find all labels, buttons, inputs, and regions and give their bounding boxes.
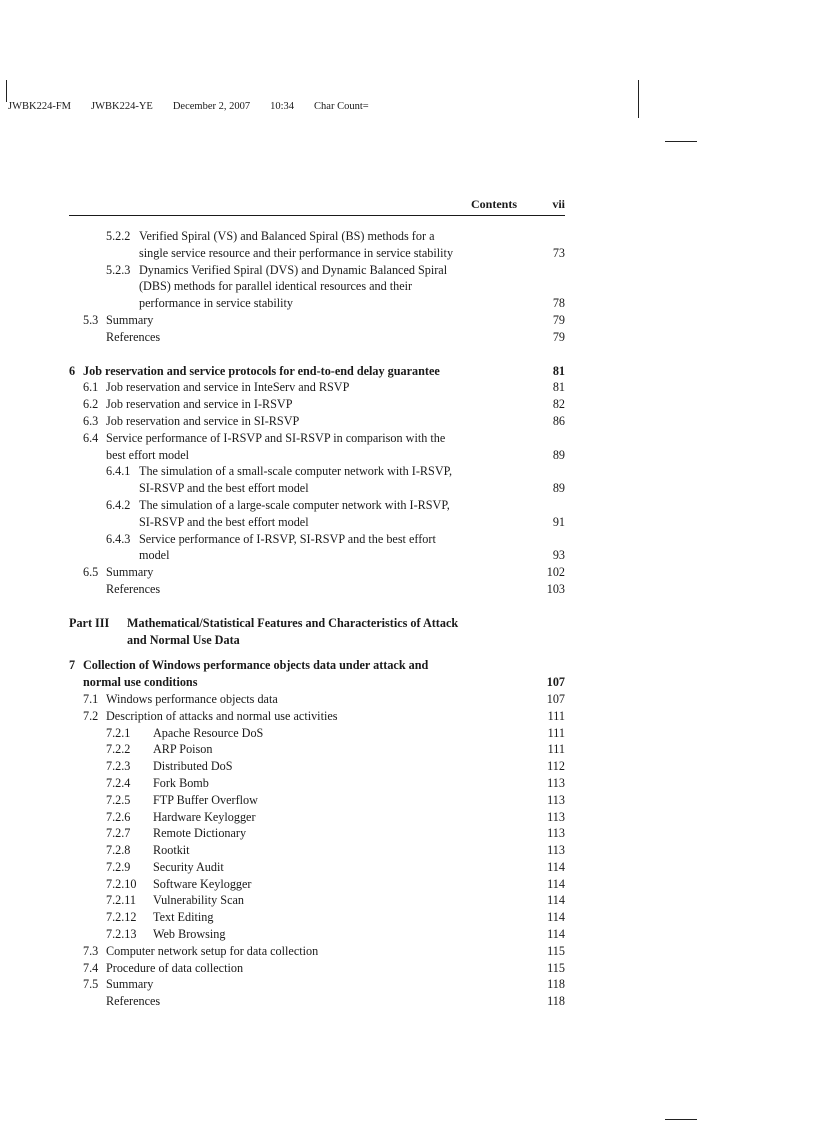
- toc-entry-6-5[interactable]: [69, 564, 565, 581]
- toc-chapter-7[interactable]: [69, 657, 565, 691]
- entry-page: 79: [552, 329, 565, 344]
- toc-entry-7-2-12[interactable]: [69, 909, 565, 926]
- entry-number: 6.1: [83, 380, 99, 395]
- entry-title-line: Security Audit: [153, 859, 224, 874]
- entry-page: 91: [552, 514, 565, 529]
- entry-number: 7.4: [83, 960, 99, 975]
- entry-title-line: Dynamics Verified Spiral (DVS) and Dynamic Balanced Spiral: [139, 262, 448, 277]
- entry-page: 102: [546, 565, 565, 580]
- spacer: [69, 598, 565, 615]
- entry-page: 89: [552, 481, 565, 496]
- toc-entry-7-2-10[interactable]: [69, 876, 565, 893]
- entry-number: 6.5: [83, 565, 99, 580]
- entry-title-line: Computer network setup for data collection: [106, 943, 319, 958]
- entry-page: 111: [547, 742, 565, 757]
- entry-page: 114: [547, 927, 565, 942]
- entry-page: 115: [547, 960, 565, 975]
- entry-number: 6.4.2: [106, 497, 131, 512]
- entry-page: 113: [547, 843, 565, 858]
- entry-title-line: The simulation of a small-scale computer network with I-RSVP,: [139, 464, 453, 479]
- entry-page: 111: [547, 708, 565, 723]
- entry-number: 7.5: [83, 977, 99, 992]
- entry-number: 7.2.6: [106, 809, 131, 824]
- entry-title-line: Summary: [106, 977, 154, 992]
- chapter-number: 7: [69, 658, 76, 673]
- entry-page: 115: [547, 943, 565, 958]
- toc-entry-5-2-2[interactable]: [69, 228, 565, 262]
- crop-mark-right: [638, 80, 639, 118]
- entry-title-line: Text Editing: [153, 910, 214, 925]
- entry-title-line: ARP Poison: [153, 742, 213, 757]
- toc-entry-6-4-1[interactable]: [69, 463, 565, 497]
- spacer: [69, 648, 565, 657]
- entry-number: 7.2.12: [106, 910, 137, 925]
- entry-title-line: Distributed DoS: [153, 759, 233, 774]
- entry-number: 7.2.7: [106, 826, 131, 841]
- running-head: [69, 197, 565, 211]
- entry-page: 82: [552, 397, 565, 412]
- toc-entry-6-4-2[interactable]: [69, 497, 565, 531]
- entry-page: 107: [546, 691, 565, 706]
- entry-title-line: Vulnerability Scan: [153, 893, 244, 908]
- entry-title-line: SI-RSVP and the best effort model: [139, 514, 309, 529]
- toc-entry-7-2-2[interactable]: [69, 741, 565, 758]
- entry-number: 5.2.3: [106, 262, 131, 277]
- slug-time: 10:34: [270, 101, 295, 112]
- toc-entry-5-references[interactable]: [69, 329, 565, 346]
- entry-title-line: Procedure of data collection: [106, 960, 244, 975]
- entry-page: 113: [547, 775, 565, 790]
- entry-number: 7.2.10: [106, 876, 137, 891]
- spacer: [69, 346, 565, 363]
- running-title: Contents: [470, 197, 517, 211]
- entry-number: 7.2.11: [106, 893, 137, 908]
- toc-entry-6-references[interactable]: [69, 581, 565, 598]
- toc-entry-7-2-5[interactable]: [69, 792, 565, 809]
- toc-entry-7-2-3[interactable]: [69, 758, 565, 775]
- toc-entry-5-2-3[interactable]: [69, 262, 565, 312]
- entry-title-line: References: [106, 329, 161, 344]
- page-number: vii: [552, 197, 565, 211]
- entry-page: 111: [547, 725, 565, 740]
- entry-title-line: Verified Spiral (VS) and Balanced Spiral (BS) methods for a: [139, 229, 435, 243]
- entry-page: 112: [547, 759, 565, 774]
- toc-entry-6-4[interactable]: [69, 430, 565, 464]
- toc-entry-6-1[interactable]: [69, 379, 565, 396]
- entry-number: 5.2.2: [106, 229, 131, 243]
- chapter-title-line: Collection of Windows performance objects data under attack and: [83, 658, 429, 673]
- entry-title-line: Service performance of I-RSVP, SI-RSVP and the best effort: [139, 531, 436, 546]
- entry-number: 7.2.13: [106, 927, 137, 942]
- entry-page: 113: [547, 792, 565, 807]
- entry-page: 114: [547, 910, 565, 925]
- entry-page: 113: [547, 826, 565, 841]
- entry-number: 7.2.3: [106, 759, 131, 774]
- entry-title-line: Apache Resource DoS: [153, 725, 264, 740]
- slug-date: December 2, 2007: [172, 101, 251, 112]
- entry-page: 118: [547, 994, 565, 1009]
- toc-entry-7-1[interactable]: [69, 691, 565, 708]
- entry-number: 6.4.3: [106, 531, 131, 546]
- toc-entry-7-2-11[interactable]: [69, 892, 565, 909]
- entry-page: 103: [546, 581, 565, 596]
- entry-title-line: best effort model: [106, 447, 190, 462]
- entry-title-line: Hardware Keylogger: [153, 809, 256, 824]
- entry-page: 79: [552, 312, 565, 327]
- entry-number: 7.1: [83, 691, 99, 706]
- entry-title-line: Remote Dictionary: [153, 826, 247, 841]
- toc-chapter-6[interactable]: [69, 363, 565, 380]
- entry-title-line: References: [106, 581, 161, 596]
- entry-title-line: (DBS) methods for parallel identical resources and their: [139, 279, 413, 294]
- entry-number: 7.2.4: [106, 775, 131, 790]
- toc-entry-7-references[interactable]: [69, 993, 565, 1010]
- entry-title-line: FTP Buffer Overflow: [153, 792, 258, 807]
- toc-entry-7-2-9[interactable]: [69, 859, 565, 876]
- toc-entry-7-3[interactable]: [69, 943, 565, 960]
- toc-entry-7-2-13[interactable]: [69, 926, 565, 943]
- toc-entry-7-4[interactable]: [69, 960, 565, 977]
- toc-entry-7-2[interactable]: [69, 708, 565, 725]
- entry-number: 6.2: [83, 397, 99, 412]
- toc-entry-7-2-4[interactable]: [69, 775, 565, 792]
- crop-mark-top-right: [665, 141, 697, 142]
- entry-title-line: model: [139, 548, 170, 563]
- entry-title-line: Software Keylogger: [153, 876, 252, 891]
- chapter-title-line: normal use conditions: [83, 675, 198, 690]
- chapter-page: 81: [552, 363, 565, 378]
- entry-page: 118: [547, 977, 565, 992]
- entry-title-line: Job reservation and service in I-RSVP: [106, 397, 293, 412]
- entry-page: 114: [547, 876, 565, 891]
- slug-job-ye: JWBK224-YE: [91, 101, 153, 112]
- entry-title-line: Rootkit: [153, 843, 190, 858]
- entry-page: 86: [552, 413, 565, 428]
- slug-char-count: Char Count=: [314, 101, 369, 112]
- entry-page: 113: [547, 809, 565, 824]
- toc-entry-7-2-8[interactable]: [69, 842, 565, 859]
- entry-title-line: References: [106, 994, 161, 1009]
- toc-entry-6-4-3[interactable]: [69, 531, 565, 565]
- entry-page: 81: [552, 380, 565, 395]
- entry-number: 7.2.1: [106, 725, 131, 740]
- entry-title-line: performance in service stability: [139, 296, 293, 311]
- part-title-line: Mathematical/Statistical Features and Characteristics of Attack: [127, 615, 459, 630]
- entry-number: 6.4.1: [106, 464, 131, 479]
- entry-number: 7.2: [83, 708, 99, 723]
- header-rule: [69, 215, 565, 216]
- entry-number: 7.2.2: [106, 742, 131, 757]
- chapter-page: 107: [546, 675, 565, 690]
- entry-page: 78: [552, 296, 565, 311]
- entry-title-line: single service resource and their performance in service stability: [139, 245, 454, 260]
- toc-entry-7-5[interactable]: [69, 976, 565, 993]
- entry-title-line: Service performance of I-RSVP and SI-RSVP in comparison with the: [106, 430, 446, 445]
- entry-title-line: Summary: [106, 565, 154, 580]
- toc-entry-7-2-7[interactable]: [69, 825, 565, 842]
- entry-page: 93: [552, 548, 565, 563]
- entry-title-line: Description of attacks and normal use activities: [106, 708, 338, 723]
- entry-title-line: Summary: [106, 312, 154, 327]
- entry-title-line: Job reservation and service in SI-RSVP: [106, 413, 300, 428]
- toc-entry-6-3[interactable]: [69, 413, 565, 430]
- part-title-line: and Normal Use Data: [127, 632, 240, 647]
- entry-title-line: Job reservation and service in InteServ and RSVP: [106, 380, 350, 395]
- entry-number: 6.4: [83, 430, 99, 445]
- entry-page: 89: [552, 447, 565, 462]
- toc-entry-5-3[interactable]: [69, 312, 565, 329]
- toc-part-3[interactable]: [69, 615, 565, 649]
- entry-page: 114: [547, 859, 565, 874]
- slug-job-fm: JWBK224-FM: [8, 101, 72, 112]
- entry-number: 5.3: [83, 312, 99, 327]
- entry-title-line: SI-RSVP and the best effort model: [139, 481, 309, 496]
- printer-slug: [8, 101, 389, 112]
- toc-entry-7-2-6[interactable]: [69, 809, 565, 826]
- entry-page: 114: [547, 893, 565, 908]
- entry-number: 7.2.5: [106, 792, 131, 807]
- entry-title-line: Windows performance objects data: [106, 691, 278, 706]
- entry-number: 6.3: [83, 413, 99, 428]
- entry-title-line: The simulation of a large-scale computer network with I-RSVP,: [139, 497, 450, 512]
- entry-title-line: Web Browsing: [153, 927, 226, 942]
- entry-title-line: Fork Bomb: [153, 775, 209, 790]
- entry-number: 7.2.8: [106, 843, 131, 858]
- toc-entry-7-2-1[interactable]: [69, 725, 565, 742]
- chapter-title-line: Job reservation and service protocols for end-to-end delay guarantee: [83, 363, 440, 378]
- part-number: Part III: [69, 615, 110, 630]
- entry-number: 7.3: [83, 943, 99, 958]
- table-of-contents: [69, 228, 565, 1010]
- crop-mark-bottom-right: [665, 1119, 697, 1120]
- chapter-number: 6: [69, 363, 76, 378]
- toc-entry-6-2[interactable]: [69, 396, 565, 413]
- crop-mark-left: [6, 80, 7, 102]
- entry-number: 7.2.9: [106, 859, 131, 874]
- entry-page: 73: [552, 245, 565, 260]
